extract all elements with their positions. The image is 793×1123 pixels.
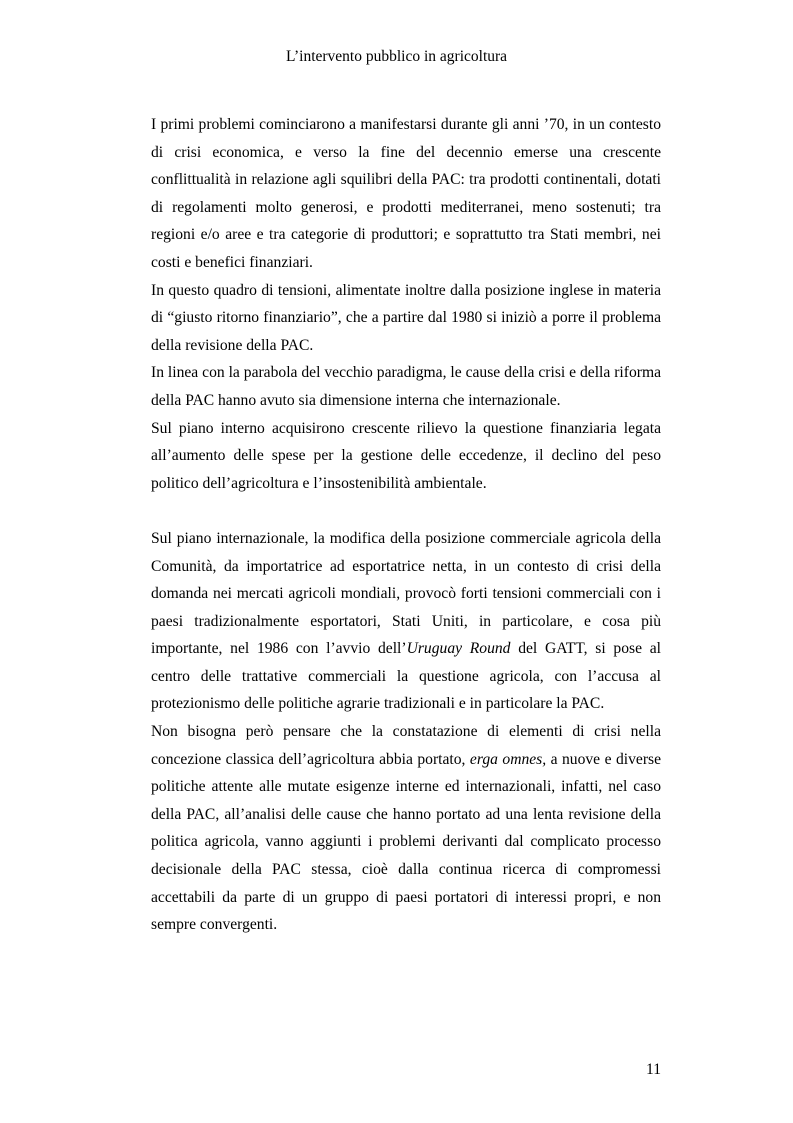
running-header: L’intervento pubblico in agricoltura bbox=[285, 48, 508, 65]
paragraph-3: In linea con la parabola del vecchio paradigma, le cause della crisi e della riforma della PAC hanno avuto sia dimensione interna che internazionale. bbox=[151, 364, 661, 409]
paragraph-1: I primi problemi cominciarono a manifestarsi durante gli anni ’70, in un contesto di crisi economica, e verso la fine del decennio emerse una crescente conflittualità in relazione agli squilibri della PAC: tra prodotti continentali, dotati di regolamenti molto generosi, e prodotti mediterranei, meno sostenuti; tra regioni e/o aree e tra categorie di produttori; e soprattutto tra Stati membri, nei costi e benefici finanziari. bbox=[151, 116, 661, 271]
paragraph-5 bbox=[151, 525, 661, 718]
paragraph-4: Sul piano interno acquisirono crescente rilievo la questione finanziaria legata all’aumento delle spese per la gestione delle eccedenze, il declino del peso politico dell’agricoltura e l’insostenibilità ambientale. bbox=[151, 419, 661, 492]
uruguay-round-emphasis: Uruguay Round bbox=[406, 640, 511, 658]
erga-omnes-emphasis: erga omnes, bbox=[469, 750, 547, 768]
paragraph-5-text-after: del GATT, si pose al centro delle trattative commerciali la questione agricola, con l’accusa al protezionismo delle politiche agrarie tradizionali e in particolare la PAC. bbox=[151, 640, 661, 713]
page-number: 11 bbox=[645, 1061, 661, 1078]
paragraph-5-text-before: Sul piano internazionale, la modifica della posizione commerciale agricola della Comunità, da importatrice ad esportatrice netta, in un contesto di crisi della domanda nei mercati agricoli mondiali, provocò forti tensioni commerciali con i paesi tradizionalmente esportatori, Stati Uniti, in particolare, e cosa più importante, nel 1986 con l’avvio dell’ bbox=[151, 529, 661, 658]
body-text bbox=[151, 111, 661, 939]
paragraph-6-text-after: a nuove e diverse politiche attente alle mutate esigenze interne ed internazionali, infatti, nel caso della PAC, all’analisi delle cause che hanno portato ad una lenta revisione della politica agricola, vanno aggiunti i problemi derivanti dal complicato processo decisionale della PAC stessa, cioè dalla continua ricerca di compromessi accettabili da parte di un gruppo di paesi portatori di interessi propri, e non sempre convergenti. bbox=[151, 750, 661, 934]
paragraph-2: In questo quadro di tensioni, alimentate inoltre dalla posizione inglese in materia di “giusto ritorno finanziario”, che a partire dal 1980 si iniziò a porre il problema della revisione della PAC. bbox=[151, 281, 661, 354]
paragraph-6-text-before: Non bisogna però pensare che la constatazione di elementi di crisi nella concezione classica dell’agricoltura abbia portato, bbox=[151, 723, 661, 768]
paragraph-6 bbox=[151, 718, 661, 939]
